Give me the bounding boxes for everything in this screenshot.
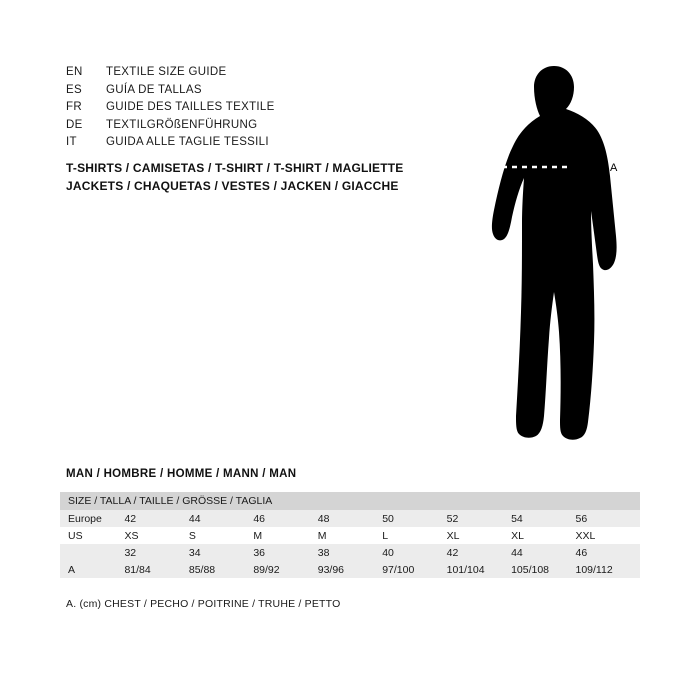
table-row (60, 544, 640, 561)
chest-marker-label: A (610, 162, 618, 174)
category-tshirts: T-SHIRTS / CAMISETAS / T-SHIRT / T-SHIRT / MAGLIETTE (66, 161, 404, 175)
cell-value: 81/84 (124, 561, 188, 578)
language-row (66, 136, 446, 154)
cell-value: 54 (511, 510, 575, 527)
cell-value: M (253, 527, 317, 544)
cell-value: 109/112 (576, 561, 641, 578)
cell-value: 36 (253, 544, 317, 561)
cell-value: 52 (447, 510, 511, 527)
category-headings (66, 160, 466, 195)
cell-value: 101/104 (447, 561, 511, 578)
cell-value: XXL (576, 527, 641, 544)
table-row (60, 527, 640, 544)
language-title: GUIDE DES TAILLES TEXTILE (106, 101, 275, 113)
cell-value: S (189, 527, 253, 544)
cell-value: 44 (511, 544, 575, 561)
language-title: GUIDA ALLE TAGLIE TESSILI (106, 136, 269, 148)
cell-value: XL (511, 527, 575, 544)
row-label-us-numeric (60, 544, 124, 561)
cell-value: 105/108 (511, 561, 575, 578)
cell-value: XS (124, 527, 188, 544)
cell-value: 89/92 (253, 561, 317, 578)
table-title: MAN / HOMBRE / HOMME / MANN / MAN (66, 468, 297, 480)
language-code: IT (66, 136, 77, 148)
language-list (66, 66, 446, 154)
cell-value: 93/96 (318, 561, 382, 578)
cell-value: 34 (189, 544, 253, 561)
cell-value: 40 (382, 544, 446, 561)
language-code: ES (66, 83, 82, 96)
language-row (66, 101, 446, 119)
language-row (66, 84, 446, 102)
language-code: FR (66, 101, 82, 113)
language-title: GUÍA DE TALLAS (106, 83, 202, 96)
row-label-us: US (60, 527, 124, 544)
table-header-row (60, 492, 640, 510)
cell-value: 46 (576, 544, 641, 561)
language-code: EN (66, 66, 83, 78)
cell-value: L (382, 527, 446, 544)
cell-value: 42 (447, 544, 511, 561)
table-row (60, 510, 640, 527)
table-row (60, 561, 640, 578)
chest-footnote: A. (cm) CHEST / PECHO / POITRINE / TRUHE / PETTO (66, 598, 341, 610)
cell-value: 32 (124, 544, 188, 561)
cell-value: 38 (318, 544, 382, 561)
cell-value: 44 (189, 510, 253, 527)
table-header-label: SIZE / TALLA / TAILLE / GRÖSSE / TAGLIA (60, 492, 640, 510)
cell-value: 46 (253, 510, 317, 527)
language-code: DE (66, 118, 83, 131)
cell-value: 42 (124, 510, 188, 527)
cell-value: 97/100 (382, 561, 446, 578)
language-row (66, 119, 446, 137)
row-label-europe: Europe (60, 510, 124, 527)
cell-value: 48 (318, 510, 382, 527)
male-silhouette-figure (430, 50, 680, 450)
language-title: TEXTILGRÖßENFÜHRUNG (106, 118, 258, 131)
row-label-chest: A (60, 561, 124, 578)
cell-value: M (318, 527, 382, 544)
size-table (60, 492, 640, 578)
cell-value: 85/88 (189, 561, 253, 578)
category-jackets: JACKETS / CHAQUETAS / VESTES / JACKEN / GIACCHE (66, 178, 399, 193)
language-row (66, 66, 446, 84)
cell-value: XL (447, 527, 511, 544)
cell-value: 50 (382, 510, 446, 527)
cell-value: 56 (576, 510, 641, 527)
language-title: TEXTILE SIZE GUIDE (106, 66, 227, 78)
